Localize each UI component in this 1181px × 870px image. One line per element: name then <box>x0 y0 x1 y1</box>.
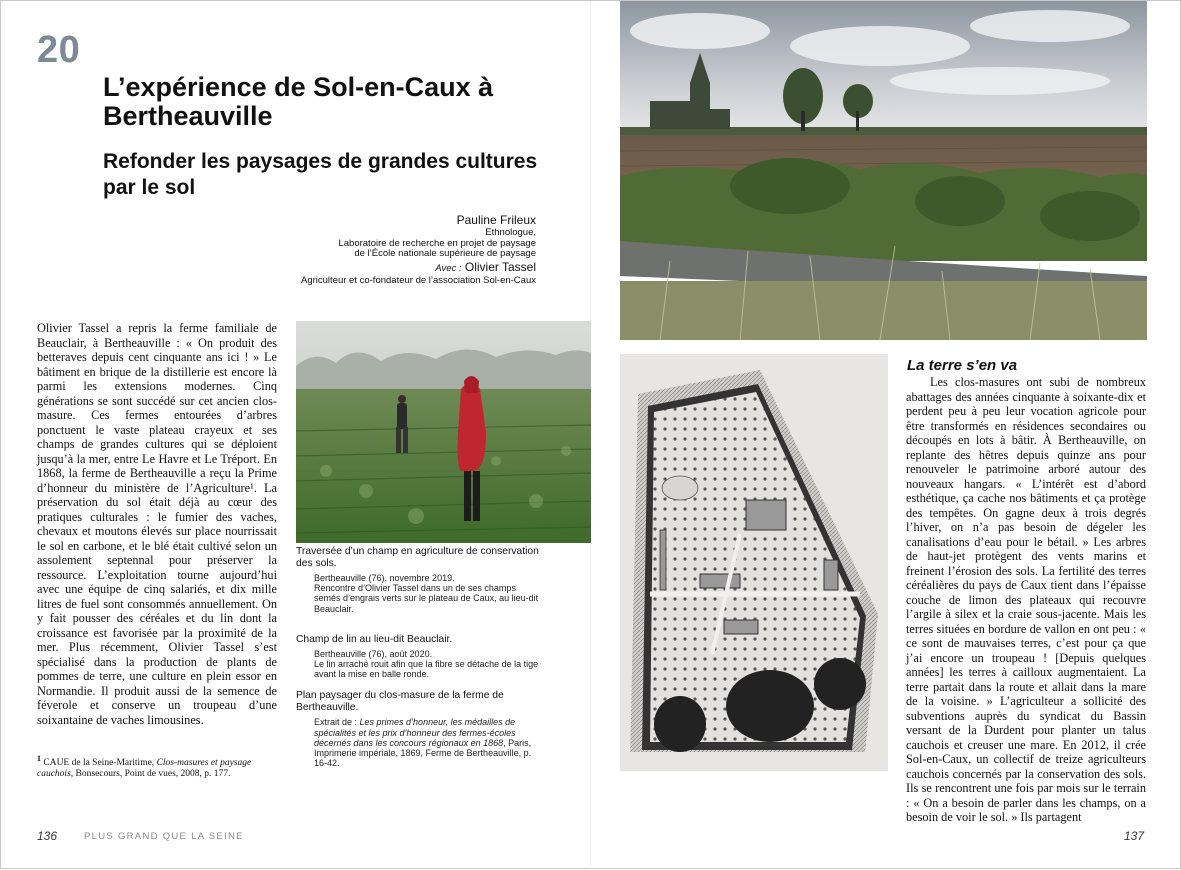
with-label: Avec : <box>435 262 462 274</box>
caption-flax-desc: Le lin arraché rouit afin que la fibre se détache de la tige avant la mise en balle ronde. <box>314 659 539 680</box>
caption-plan-italic: Les primes d’honneur, les médailles de spécialités et les prix d’honneur des fermes-écoles décernés dans les concours régionaux en 1868 <box>314 717 516 748</box>
clos-masure-plan-engraving <box>620 354 888 771</box>
footnote-italic: Clos-masures et paysage cauchois <box>37 758 252 780</box>
church-landscape-photo <box>620 1 1147 340</box>
footnote-mark: 1 <box>37 754 41 763</box>
right-column <box>906 375 1146 825</box>
right-column-text: Les clos-masures ont subi de nombreux abattages des années cinquante à soixante-dix et perdent peu à peu leur vocation agricole pour être transformés en résidences secondaires ou découpés en lots à bâtir. À Bertheauville, on replante des hêtres depuis quinze ans pour renouveler le patrimoine arboré autour des nouveaux hangars. « L’intérêt est d’abord esthétique, ça cache nos bâtiments et ça protège des tempêtes. On gagne deux à trois degrés l’hiver, on n’a pas besoin de dégeler les canalisations d’eau pour le bétail. » Les arbres de haut-jet protègent des vents marins et freinent l’érosion des sols. La fertilité des terres céréalières du pays de Caux tient dans l’épaisse couche de limon des plateaux qui recouvre l’argile à silex et la craie sous-jacente. Mais les terres situées en bordure de vallon en ont peu : « ce sont de mauvaises terres, c’est pour ça que j’ai encore un troupeau ! [Depuis quelques années] les terres à cailloux augmentaient. La terre partait dans la route et allait dans la mare de la voisine. » L’agriculteur a sollicité des subventions auprès du syndicat du Bassin versant de la Durdent pour planter un talus cauchois et creuser une mare. En 2012, il crée Sol-en-Caux, un collectif de treize agriculteurs cauchois concernés par la conservation des sols. Ils se rencontrent une fois par mois sur le terrain : « On a besoin de parler dans les champs, on a besoin de voir le sol. » Ils partagent <box>906 375 1146 824</box>
article-title: L’expérience de Sol-en-Caux à Bertheauville <box>103 72 494 131</box>
author-role: Ethnologue, <box>485 227 536 238</box>
caption-plan <box>296 690 541 768</box>
author-lab-1: Laboratoire de recherche en projet de paysage <box>338 237 536 249</box>
field-photo <box>296 321 591 543</box>
caption-flax <box>296 634 541 680</box>
caption-field-title: Traversée d’un champ en agriculture de conservation des sols. <box>296 546 539 569</box>
page-number-right: 137 <box>1124 829 1145 843</box>
section-title-terre: La terre s’en va <box>907 357 1018 374</box>
captions <box>296 546 541 779</box>
author-lab-2: de l’École nationale supérieure de paysage <box>354 248 536 259</box>
caption-plan-prefix: Extrait de : <box>314 717 360 728</box>
caption-flax-title: Champ de lin au lieu-dit Beauclair. <box>296 633 453 645</box>
left-column-text: Olivier Tassel a repris la ferme familiale de Beauclair, à Bertheauville : « On produit des betteraves depuis cent cinquante ans ici ! » Le bâtiment en brique de la distillerie est encore là parmi les extensions modernes. Cinq générations se sont succédé sur cet ancien clos-masure. Ces fermes entourées d’arbres ponctuent le vaste plateau crayeux et ses champs de grandes cultures qui se déploient jusqu’à la mer, entre Le Havre et Le Tréport. En 1868, la ferme de Bertheauville a reçu la Prime d’honneur du ministère de l’Agriculture¹. La préservation du sol était déjà au cœur des pratiques culturales : le fumier des vaches, chevaux et moutons élevés sur place nourrissait le sol en carbone, et le blé était cultivé selon un assolement septennal pour préserver la ressource. L’exploitation tourne aujourd’hui avec une équipe de cinq salariés, et dix mille litres de fuel sont consommés annuellement. On y fait pousser des céréales et du lin dont la croissance est favorisée par la proximité de la mer. Plus récemment, Olivier Tassel s’est spécialisé dans la production de plants de pommes de terre, une culture en plein essor en Normandie. Il produit aussi de la semence de féverole et conserve un troupeau d’une soixantaine de vaches limousines. <box>37 321 277 727</box>
footnote-text-2: , Bonsecours, Point de vues, 2008, p. 177. <box>70 769 231 780</box>
caption-flax-date: Bertheauville (76), août 2020. <box>314 648 433 659</box>
footnote <box>37 753 282 780</box>
footnote-text-1: CAUE de la Seine-Maritime, <box>43 758 157 769</box>
author-name: Pauline Frileux <box>456 213 536 227</box>
page-number-left: 136 <box>37 829 58 843</box>
coauthor-line <box>251 260 536 276</box>
caption-plan-suffix: , Paris, Imprimerie impériale, 1869, Ferme de Bertheauville, p. 16-42. <box>314 737 532 769</box>
coauthor-role: Agriculteur et co-fondateur de l’association Sol-en-Caux <box>301 274 536 286</box>
coauthor-name: Olivier Tassel <box>464 259 536 274</box>
author-block <box>251 213 536 286</box>
caption-plan-source <box>314 717 541 768</box>
caption-plan-title: Plan paysager du clos-masure de la ferme de Bertheauville. <box>296 690 504 714</box>
caption-field-desc: Rencontre d’Olivier Tassel dans un de ses champs semés d’engrais verts sur le plateau de Caux, au lieu-dit Beauclair. <box>314 583 539 614</box>
caption-field-date: Bertheauville (76), novembre 2019. <box>314 573 455 583</box>
caption-field <box>296 546 541 614</box>
running-head: PLUS GRAND QUE LA SEINE <box>84 831 244 842</box>
chapter-number: 20 <box>37 29 81 71</box>
left-column <box>37 321 277 727</box>
article-subtitle: Refonder les paysages de grandes cultures par le sol <box>103 150 538 199</box>
